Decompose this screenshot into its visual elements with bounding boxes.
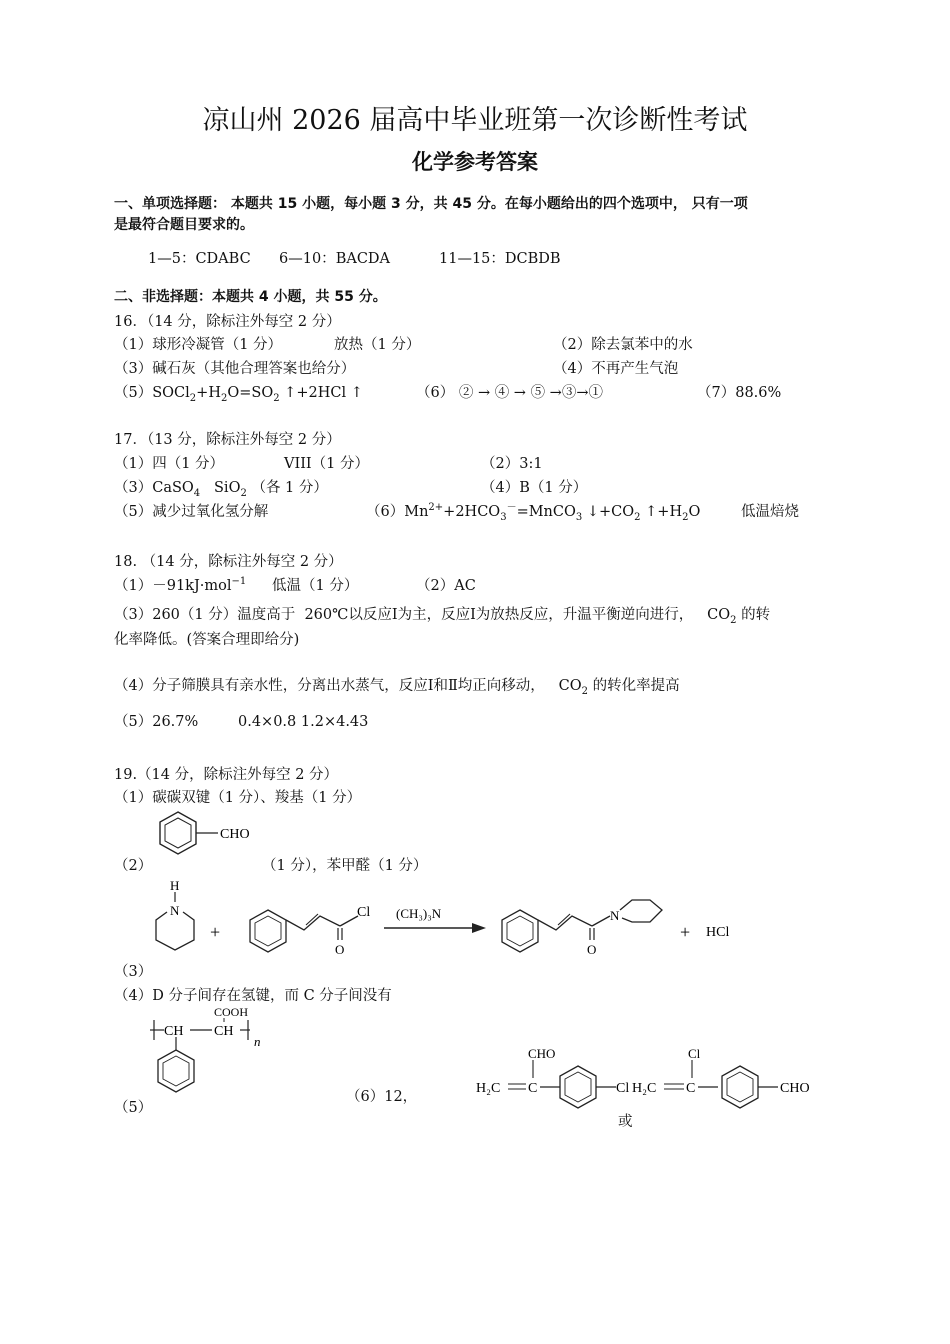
acyl-chloride-cl: Cl <box>357 905 371 920</box>
answer-keys: BACDA <box>335 251 391 267</box>
q17-answer-6: $(6)Mn^{2+}+2HCO_3^-=MnCO_3$ $↓+CO_2$ $↑+H_2O$ <box>366 502 701 523</box>
q17-answer-1b: VIII（1 分） <box>284 456 369 472</box>
q18-answer-3-line1: （3）260（1 分）温度高于 260℃以反应Ⅰ为主，反应Ⅰ为放热反应，升温平衡逆向进行， $CO_2$ 的转 <box>114 607 771 626</box>
cooh-label: COOH <box>214 1005 249 1019</box>
isomer1-cho: CHO <box>528 1046 556 1061</box>
page-title: 凉山州 2026 届高中毕业班第一次诊断性考试 <box>202 105 748 136</box>
q17-answer-5: （5）减少过氧化氢分解 <box>114 504 269 520</box>
hcl-byproduct: HCl <box>706 925 730 940</box>
section1-heading-line2: 是最符合题目要求的。 <box>114 217 254 233</box>
q18-header: 18. （14 分，除标注外每空 2 分） <box>114 554 343 570</box>
q16-answer-6: （6） ② → ④ → ⑤ →③→① <box>416 385 603 401</box>
q18-answer-5: （5）26.7% <box>114 714 199 730</box>
aldehyde-label: CHO <box>220 827 250 842</box>
q17-answer-2: （2）3:1 <box>481 456 543 472</box>
q18-answer-2: （2）AC <box>416 578 476 594</box>
answer-range: 1—5： <box>148 251 196 267</box>
answer-keys: CDABC <box>195 251 251 267</box>
polymer-structure <box>150 1004 280 1104</box>
product-n: N <box>610 908 620 923</box>
isomer2-c: C <box>686 1081 696 1096</box>
piperidine-h: H <box>170 878 180 893</box>
q19-answer-6: （6）12， <box>346 1089 418 1105</box>
q18-answer-4: （4）分子筛膜具有亲水性，分离出水蒸气，反应Ⅰ和Ⅱ均正向移动， $CO_2$ 的转化率提高 <box>114 678 680 697</box>
isomer-structures <box>474 1044 824 1114</box>
q19-answer-2-text: （1 分），苯甲醛（1 分） <box>262 858 428 874</box>
repeat-n: n <box>254 1034 261 1049</box>
answer-keys: DCBDB <box>504 251 561 267</box>
isomer1-c: C <box>528 1081 538 1096</box>
q18-answer-1: （1）－91kJ·mol$^{-1}$ <box>114 576 247 594</box>
isomer2-cl: Cl <box>688 1046 701 1061</box>
q18-answer-3-line2: 化率降低。(答案合理即给分) <box>114 632 300 648</box>
q17-answer-4: （4）B（1 分） <box>481 480 588 496</box>
q19-answer-1: （1）碳碳双键（1 分）、羧基（1 分） <box>114 790 362 806</box>
answer-range: 11—15： <box>439 251 505 267</box>
q18-answer-1b: 低温（1 分） <box>272 578 359 594</box>
carbonyl-o: O <box>335 942 345 957</box>
q16-answer-2: （2）除去氯苯中的水 <box>553 337 693 353</box>
product-carbonyl-o: O <box>587 942 597 957</box>
q16-answer-4: （4）不再产生气泡 <box>553 361 679 377</box>
reagent-label: (CH₃)₃N <box>396 906 442 921</box>
q16-answer-1b: 放热（1 分） <box>334 337 421 353</box>
q17-answer-3: （3）CaSO$_4$ SiO$_2$ （各 1 分） <box>114 480 328 499</box>
q19-answer-5-label: （5） <box>114 1100 153 1116</box>
q18-answer-5b: 0.4×0.8 1.2×4.43 <box>238 714 369 730</box>
page-subtitle: 化学参考答案 <box>412 150 538 174</box>
q19-answer-2-label: （2） <box>114 858 153 874</box>
isomer1-h2c: H₂C <box>476 1081 501 1096</box>
section1-heading-line1: 一、单项选择题： 本题共 15 小题，每小题 3 分，共 45 分。在每小题给出的四个选项中， 只有一项 <box>114 196 748 212</box>
isomer2-h2c: H₂C <box>632 1081 657 1096</box>
q16-header: 16．（14 分，除标注外每空 2 分） <box>114 314 341 330</box>
answer-group-2 <box>279 249 390 269</box>
piperidine-n: N <box>170 903 180 918</box>
q17-answer-6b: 低温焙烧 <box>741 504 799 520</box>
answer-range: 6—10： <box>279 251 336 267</box>
section2-heading: 二、非选择题：本题共 4 小题，共 55 分。 <box>114 289 387 305</box>
q17-header: 17．（13 分，除标注外每空 2 分） <box>114 432 341 448</box>
q19-answer-3-label: （3） <box>114 964 153 980</box>
backbone-ch-2: CH <box>214 1024 234 1039</box>
isomer1-cl: Cl <box>616 1081 630 1096</box>
q17-answer-1: （1）四（1 分） <box>114 456 225 472</box>
backbone-ch-1: CH <box>164 1024 184 1039</box>
isomer2-cho: CHO <box>780 1081 810 1096</box>
answer-group-3 <box>439 249 561 269</box>
answer-group-1 <box>148 249 251 269</box>
q16-answer-1: （1）球形冷凝管（1 分） <box>114 337 283 353</box>
q19-answer-4: （4）D 分子间存在氢键，而 C 分子间没有 <box>114 988 392 1004</box>
amidation-reaction <box>150 878 810 968</box>
q19-header: 19.（14 分，除标注外每空 2 分） <box>114 767 339 783</box>
plus-sign: + <box>210 922 221 942</box>
plus-sign-2: + <box>680 922 691 942</box>
q19-answer-6-or: 或 <box>618 1114 633 1130</box>
q16-answer-3: （3）碱石灰（其他合理答案也给分） <box>114 361 356 377</box>
benzaldehyde-structure <box>150 808 270 864</box>
q16-answer-5: $(5)SOCl_2+H_2O=SO_2$ ↑+2HCl ↑ <box>114 385 363 404</box>
q16-answer-7: （7）88.6% <box>697 385 782 401</box>
